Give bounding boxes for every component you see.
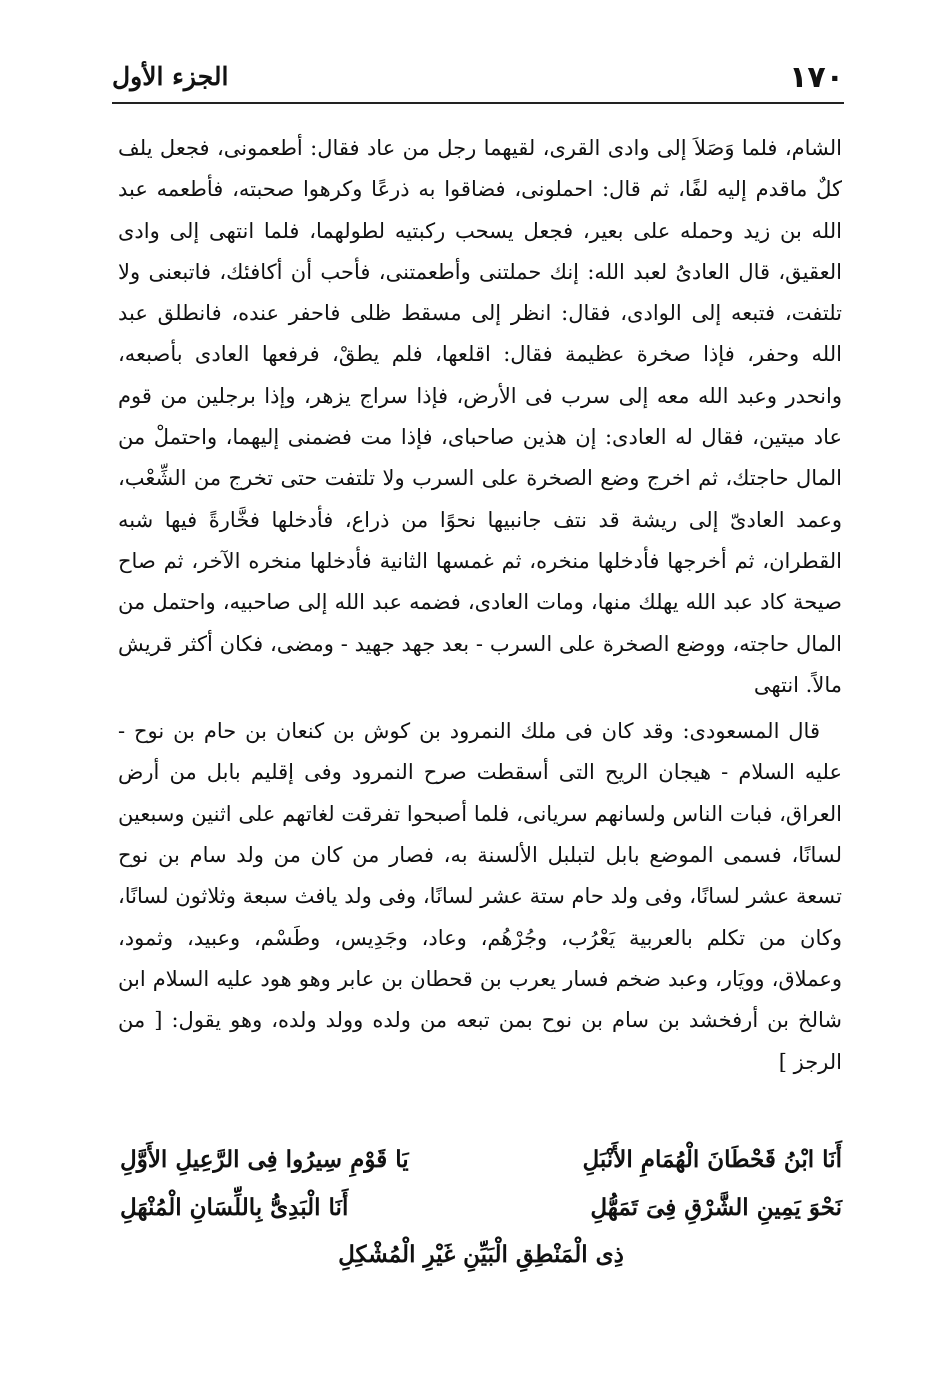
poem-verses — [120, 1135, 842, 1279]
verse-line-2 — [120, 1183, 842, 1231]
paragraph-story: الشام، فلما وَصَلاَ إلى وادى القرى، لقيهما رجل من عاد فقال: أطعمونى، فجعل يلف كلٌ ماقدم إليه لفًا، ثم قال: احملونى، فضاقوا به ذرعًا وكرهوا صحبته، فأطعمه عبد الله بن زيد وحمله على بعير، فجعل يسحب ركبتيه لطولهما، فلما انتهى إلى وادى العقيق، قال العادىُ لعبد الله: إنك حملتنى وأطعمتنى، فأحب أن أكافئك، فاتبعنى ولا تلتفت، فتبعه إلى الوادى، فقال: انظر إلى مسقط ظلى فاحفر عنده، فانطلق عبد الله وحفر، فإذا صخرة عظيمة فقال: اقلعها، فلم يطقْ، فرفعها العادى بأصبعه، وانحدر وعبد الله معه إلى سرب فى الأرض، فإذا سراج يزهر، وإذا برجلين من قوم عاد ميتين، فقال له العادى: إن هذين صاحباى، فإذا مت فضمنى إليهما، واحتملْ من المال حاجتك، ثم اخرج وضع الصخرة على السرب ولا تلتفت حتى تخرج من الشِّعْب، وعمد العادىّ إلى ريشة قد نتف جانبيها نحوًا من ذراع، فأدخلها فخَّارةً فيها شبه القطران، ثم أخرجها فأدخلها منخره، ثم غمسها الثانية فأدخلها منخره الآخر، ثم صاح صيحة كاد عبد الله يهلك منها، ومات العادى، فضمه عبد الله إلى صاحبيه، واحتمل من المال حاجته، ووضع الصخرة على السرب - بعد جهد جهيد - ومضى، فكان أكثر قريش مالاً. انتهى — [118, 136, 842, 697]
page-number: ١٧٠ — [789, 60, 844, 95]
verse-line-3: ذِى الْمَنْطِقِ الْبَيِّنِ غَيْرِ الْمُشْكِلِ — [338, 1241, 624, 1268]
header-rule — [112, 102, 844, 104]
page-header — [112, 58, 844, 98]
verse-2-first-hemistich: نَحْوَ يَمِينِ الشَّرْقِ فِىَ تَمَهُّلِ — [590, 1193, 842, 1221]
verse-1-second-hemistich: يَا قَوْمِ سِيرُوا فِى الرَّعِيلِ الأَوَّلِ — [120, 1145, 409, 1173]
verse-2-second-hemistich: أَنَا الْبَدِىُّ بِاللِّسَانِ الْمُنْهَلِ — [120, 1193, 349, 1221]
verse-1-first-hemistich: أَنَا ابْنُ قَحْطَانَ الْهُمَامِ الأَنْبَلِ — [582, 1145, 842, 1173]
body-text — [118, 128, 842, 1083]
paragraph-masudi: قال المسعودى: وقد كان فى ملك النمرود بن كوش بن كنعان بن حام بن نوح - عليه السلام - هيجان الريح التى أسقطت صرح النمرود وفى إقليم بابل من أرض العراق، فبات الناس ولسانهم سريانى، فلما أصبحوا تفرقت لغاتهم على اثنين وسبعين لسانًا، فسمى الموضع بابل لتبلبل الألسنة به، فصار من كان من ولد سام بن نوح تسعة عشر لسانًا، وفى ولد حام ستة عشر لسانًا، وفى ولد يافث سبعة وثلاثون لسانًا، وكان من تكلم بالعربية يَعْرُب، وجُرْهُم، وعاد، وجَدِيس، وطَسْم، وعبيد، وثمود، وعملاق، وويَار، وعبد ضخم فسار يعرب بن قحطان بن عابر وهو هود عليه السلام ابن شالخ بن أرفخشد بن سام بن نوح بمن تبعه من ولده وولد ولده، وهو يقول: [ من الرجز ] — [118, 719, 843, 1074]
verse-line-1 — [120, 1135, 842, 1183]
running-title: الجزء الأول — [112, 62, 229, 91]
